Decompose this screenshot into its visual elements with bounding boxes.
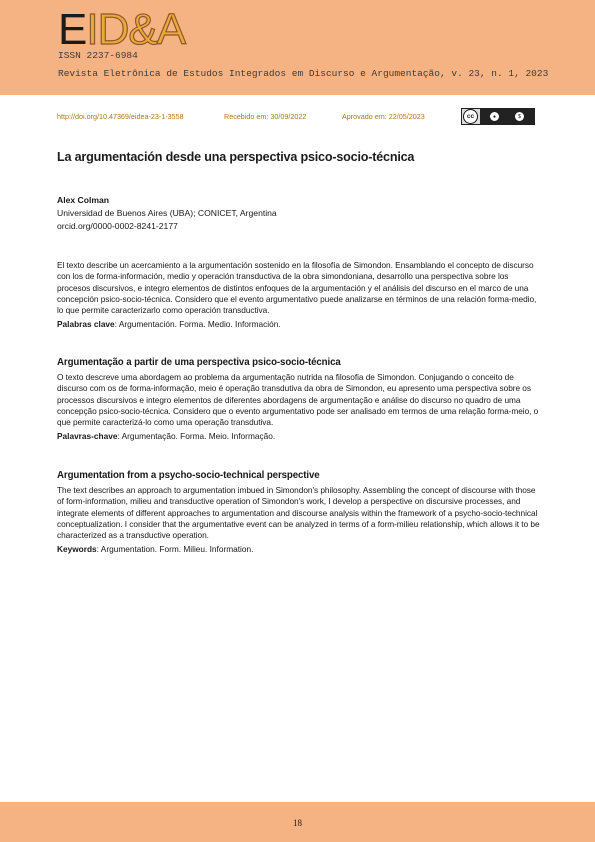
author-block bbox=[57, 194, 277, 233]
keywords-list: : Argumentación. Forma. Medio. Información. bbox=[114, 319, 281, 330]
author-orcid[interactable]: orcid.org/0000-0002-8241-2177 bbox=[57, 221, 178, 231]
section-title: Argumentation from a psycho-socio-technical perspective bbox=[57, 470, 320, 481]
journal-logo bbox=[58, 5, 186, 54]
abstract-portuguese bbox=[57, 357, 540, 442]
keywords-label: Keywords bbox=[57, 544, 97, 555]
issn: ISSN 2237-6984 bbox=[58, 50, 138, 61]
received-date: Recebido em: 30/09/2022 bbox=[224, 112, 307, 121]
attribution-icon: ● bbox=[490, 112, 499, 121]
section-title: Argumentação a partir de uma perspectiva psico-socio-técnica bbox=[57, 357, 341, 368]
abstract-text: El texto describe un acercamiento a la argumentación sostenido en la filosofía de Simondon. Ensamblando el concepto de discurso con los de forma-información, medio y operación transductiva de la obra simondoniana, desarrollo una perspectiva sobre los procesos discursivos, e integro elementos de distintos enfoques de la argumentación y el análisis del discurso en el marco de una concepción psico-socio-técnica. Considero que el evento argumentativo puede analizarse en términos de una relación forma-medio, lo que permite caracterizarlo como operación transductiva. bbox=[57, 260, 537, 316]
doi-link[interactable]: http://doi.org/10.47369/eidea-23-1-3558 bbox=[57, 112, 184, 121]
noncommercial-icon: $ bbox=[515, 112, 524, 121]
creative-commons-by-nc-badge[interactable] bbox=[461, 108, 535, 125]
license-terms bbox=[480, 109, 534, 124]
keywords-label: Palabras clave bbox=[57, 319, 115, 330]
article-title: La argumentación desde una perspectiva psico-socio-técnica bbox=[57, 150, 415, 164]
logo-letters-ida: ID&A bbox=[86, 5, 186, 54]
logo-letter-e: E bbox=[58, 5, 87, 54]
abstract-text: O texto descreve uma abordagem ao problema da argumentação nutrida na filosofia de Simondon. Conjugando o conceito de discurso com os de forma-informação, meio é operação transdutiva da obra de Simondon, eu apresento uma perspectiva sobre os processos discursivos e integro elementos de diferentes abordagens de argumentação e análise do discurso no quadro de uma concepção psico-socio-técnica. Considero que o evento argumentativo pode ser analisado em termos de uma relação forma-meio, o que permite caracterizá-lo como uma operação transdutiva. bbox=[57, 372, 539, 428]
journal-header-band bbox=[0, 0, 595, 95]
author-name: Alex Colman bbox=[57, 195, 110, 205]
approved-date: Aprovado em: 22/05/2023 bbox=[342, 112, 425, 121]
keywords-list: : Argumentation. Form. Milieu. Information. bbox=[96, 544, 254, 555]
keywords-line bbox=[57, 544, 540, 555]
keywords-list: : Argumentação. Forma. Meio. Informação. bbox=[117, 431, 276, 442]
cc-icon: cc bbox=[463, 109, 478, 124]
abstract-english bbox=[57, 470, 540, 555]
keywords-line bbox=[57, 431, 540, 442]
abstract-text: The text describes an approach to argumentation imbued in Simondon's philosophy. Assembling the concept of discourse with those of form-information, milieu and transductive operation of Simondon's work, I develop a perspective on discursive processes, and integrate elements of different approaches to argumentation and discourse analysis within the framework of a psycho-socio-technical conceptualization. I consider that the argumentative event can be analyzed in terms of a form-milieu relationship, which allows it to be characterized as a transductive operation. bbox=[57, 485, 540, 541]
page-number: 18 bbox=[293, 818, 302, 828]
journal-citation: Revista Eletrônica de Estudos Integrados em Discurso e Argumentação, v. 23, n. 1, 2023 bbox=[58, 68, 549, 79]
author-affiliation: Universidad de Buenos Aires (UBA); CONICET, Argentina bbox=[57, 208, 277, 218]
keywords-line bbox=[57, 319, 540, 330]
abstract-spanish bbox=[57, 260, 540, 330]
keywords-label: Palavras-chave bbox=[57, 431, 118, 442]
